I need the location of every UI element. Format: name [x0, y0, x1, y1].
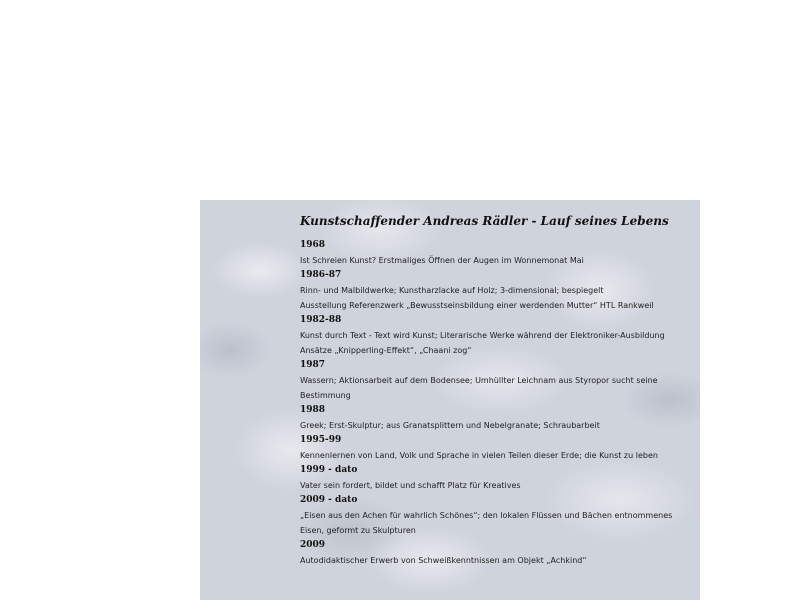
timeline-entry [300, 313, 690, 358]
entry-year: 1995-99 [300, 435, 342, 445]
entry-text: Vater sein fordert, bildet und schafft Platz für Kreatives [300, 481, 521, 490]
entry-text: Bestimmung [300, 391, 351, 400]
entry-text: Kunst durch Text - Text wird Kunst; Literarische Werke während der Elektroniker-Ausbildung [300, 331, 665, 340]
timeline-entry [300, 493, 690, 538]
timeline-entry [300, 463, 690, 493]
entry-year: 1986-87 [300, 270, 342, 280]
timeline-entry [300, 403, 690, 433]
entry-text: Ansätze „Knipperling-Effekt“, „Chaani zog“ [300, 346, 472, 355]
timeline-entry [300, 358, 690, 403]
entry-text: Ist Schreien Kunst? Erstmaliges Öffnen der Augen im Wonnemonat Mai [300, 256, 584, 265]
entry-text: Kennenlernen von Land, Volk und Sprache in vielen Teilen dieser Erde; die Kunst zu leben [300, 451, 658, 460]
entry-text: Ausstellung Referenzwerk „Bewusstseinsbildung einer werdenden Mutter“ HTL Rankweil [300, 301, 654, 310]
entry-year: 1988 [300, 405, 326, 415]
entry-year: 1968 [300, 240, 326, 250]
entry-text: Rinn- und Malbildwerke; Kunstharzlacke auf Holz; 3-dimensional; bespiegelt [300, 286, 604, 295]
entry-year: 1982-88 [300, 315, 342, 325]
entry-year: 2009 [300, 540, 326, 550]
timeline-entry [300, 268, 690, 313]
biography-content [300, 213, 690, 568]
entry-year: 1987 [300, 360, 326, 370]
timeline-entry [300, 538, 690, 568]
page-title: Kunstschaffender Andreas Rädler - Lauf seines Lebens [300, 214, 669, 228]
entry-text: Eisen, geformt zu Skulpturen [300, 526, 416, 535]
entry-year: 1999 - dato [300, 465, 358, 475]
marble-panel [200, 200, 700, 600]
entry-year: 2009 - dato [300, 495, 358, 505]
entry-text: Wassern; Aktionsarbeit auf dem Bodensee; Umhüllter Leichnam aus Styropor sucht seine [300, 376, 658, 385]
entry-text: Greek; Erst-Skulptur; aus Granatsplittern und Nebelgranate; Schraubarbeit [300, 421, 600, 430]
timeline-entry [300, 238, 690, 268]
entry-text: „Eisen aus den Achen für wahrlich Schönes“; den lokalen Flüssen und Bächen entnommenes [300, 511, 673, 520]
entry-text: Autodidaktischer Erwerb von Schweißkenntnissen am Objekt „Achkind“ [300, 556, 587, 565]
timeline-entry [300, 433, 690, 463]
